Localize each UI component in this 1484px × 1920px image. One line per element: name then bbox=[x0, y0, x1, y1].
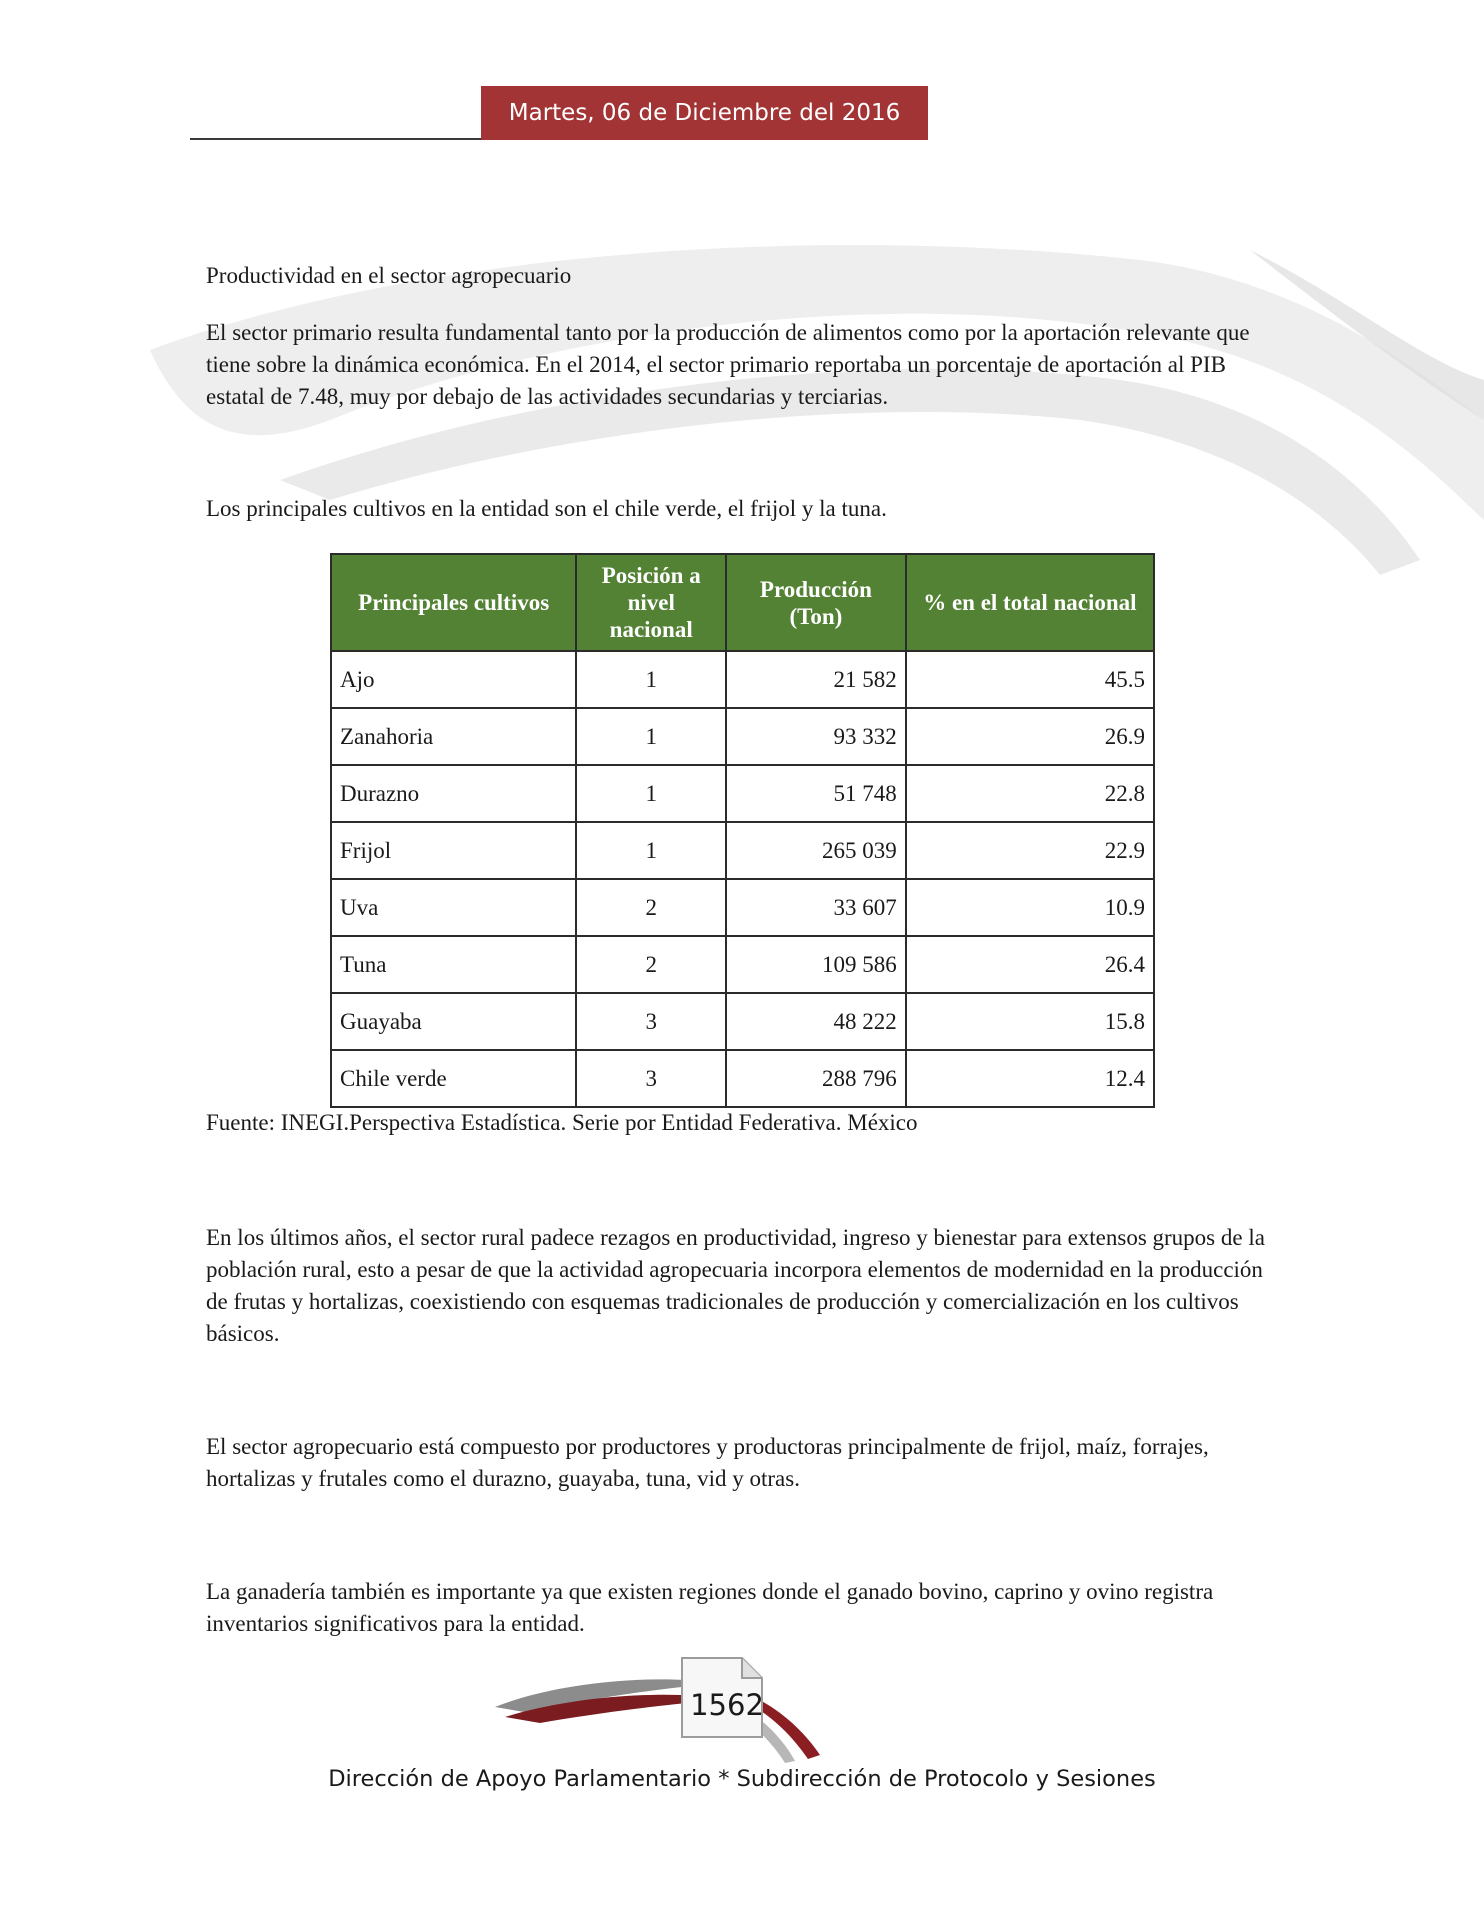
cell-percent: 12.4 bbox=[906, 1050, 1154, 1107]
table-row bbox=[331, 822, 1154, 879]
cell-position: 1 bbox=[576, 765, 726, 822]
cell-position: 3 bbox=[576, 993, 726, 1050]
table-source: Fuente: INEGI.Perspectiva Estadística. Serie por Entidad Federativa. México bbox=[206, 1110, 918, 1135]
header-posicion: Posición a nivel nacional bbox=[576, 554, 726, 651]
table-row bbox=[331, 936, 1154, 993]
cell-percent: 22.9 bbox=[906, 822, 1154, 879]
paragraph-intro: El sector primario resulta fundamental tanto por la producción de alimentos como por la aportación relevante que tiene sobre la dinámica económica. En el 2014, el sector primario reportaba un porcentaje de aportación al PIB estatal de 7.48, muy por debajo de las actividades secundarias y terciarias. bbox=[206, 320, 1250, 409]
table-header-row bbox=[331, 554, 1154, 651]
paragraph-agro: El sector agropecuario está compuesto por productores y productoras principalmente de frijol, maíz, forrajes, hortalizas y frutales como el durazno, guayaba, tuna, vid y otras. bbox=[206, 1434, 1209, 1491]
header-date: Martes, 06 de Diciembre del 2016 bbox=[481, 86, 928, 140]
cell-position: 2 bbox=[576, 936, 726, 993]
cell-production: 265 039 bbox=[726, 822, 906, 879]
cell-production: 93 332 bbox=[726, 708, 906, 765]
table-row bbox=[331, 765, 1154, 822]
cell-crop: Uva bbox=[331, 879, 576, 936]
header-produccion: Producción (Ton) bbox=[726, 554, 906, 651]
cell-position: 1 bbox=[576, 651, 726, 708]
table-row bbox=[331, 708, 1154, 765]
crops-table bbox=[330, 553, 1155, 1108]
cell-percent: 26.4 bbox=[906, 936, 1154, 993]
cell-crop: Chile verde bbox=[331, 1050, 576, 1107]
cell-percent: 15.8 bbox=[906, 993, 1154, 1050]
cell-production: 33 607 bbox=[726, 879, 906, 936]
cell-crop: Zanahoria bbox=[331, 708, 576, 765]
cell-position: 1 bbox=[576, 822, 726, 879]
section-title: Productividad en el sector agropecuario bbox=[206, 263, 572, 288]
table-row bbox=[331, 1050, 1154, 1107]
cell-production: 288 796 bbox=[726, 1050, 906, 1107]
footer-swoosh-logo bbox=[490, 1655, 830, 1765]
cell-crop: Guayaba bbox=[331, 993, 576, 1050]
paragraph-rural: En los últimos años, el sector rural padece rezagos en productividad, ingreso y bienestar para extensos grupos de la población rural, esto a pesar de que la actividad agropecuaria incorpora elementos de modernidad en la producción de frutas y hortalizas, coexistiendo con esquemas tradicionales de producción y comercialización en los cultivos básicos. bbox=[206, 1225, 1265, 1346]
table-row bbox=[331, 879, 1154, 936]
cell-percent: 10.9 bbox=[906, 879, 1154, 936]
cell-crop: Ajo bbox=[331, 651, 576, 708]
cell-production: 21 582 bbox=[726, 651, 906, 708]
table-row bbox=[331, 993, 1154, 1050]
paragraph-livestock: La ganadería también es importante ya que existen regiones donde el ganado bovino, caprino y ovino registra inventarios significativos para la entidad. bbox=[206, 1579, 1214, 1636]
cell-position: 3 bbox=[576, 1050, 726, 1107]
cell-crop: Frijol bbox=[331, 822, 576, 879]
cell-crop: Tuna bbox=[331, 936, 576, 993]
header-porcentaje: % en el total nacional bbox=[906, 554, 1154, 651]
cell-crop: Durazno bbox=[331, 765, 576, 822]
header-cultivos: Principales cultivos bbox=[331, 554, 576, 651]
cell-percent: 22.8 bbox=[906, 765, 1154, 822]
cell-position: 2 bbox=[576, 879, 726, 936]
cell-percent: 26.9 bbox=[906, 708, 1154, 765]
cell-position: 1 bbox=[576, 708, 726, 765]
page-number: 1562 bbox=[690, 1688, 764, 1722]
paragraph-crops: Los principales cultivos en la entidad son el chile verde, el frijol y la tuna. bbox=[206, 496, 887, 521]
footer-text: Dirección de Apoyo Parlamentario * Subdirección de Protocolo y Sesiones bbox=[328, 1766, 1156, 1792]
cell-production: 109 586 bbox=[726, 936, 906, 993]
table-row bbox=[331, 651, 1154, 708]
cell-percent: 45.5 bbox=[906, 651, 1154, 708]
cell-production: 51 748 bbox=[726, 765, 906, 822]
cell-production: 48 222 bbox=[726, 993, 906, 1050]
